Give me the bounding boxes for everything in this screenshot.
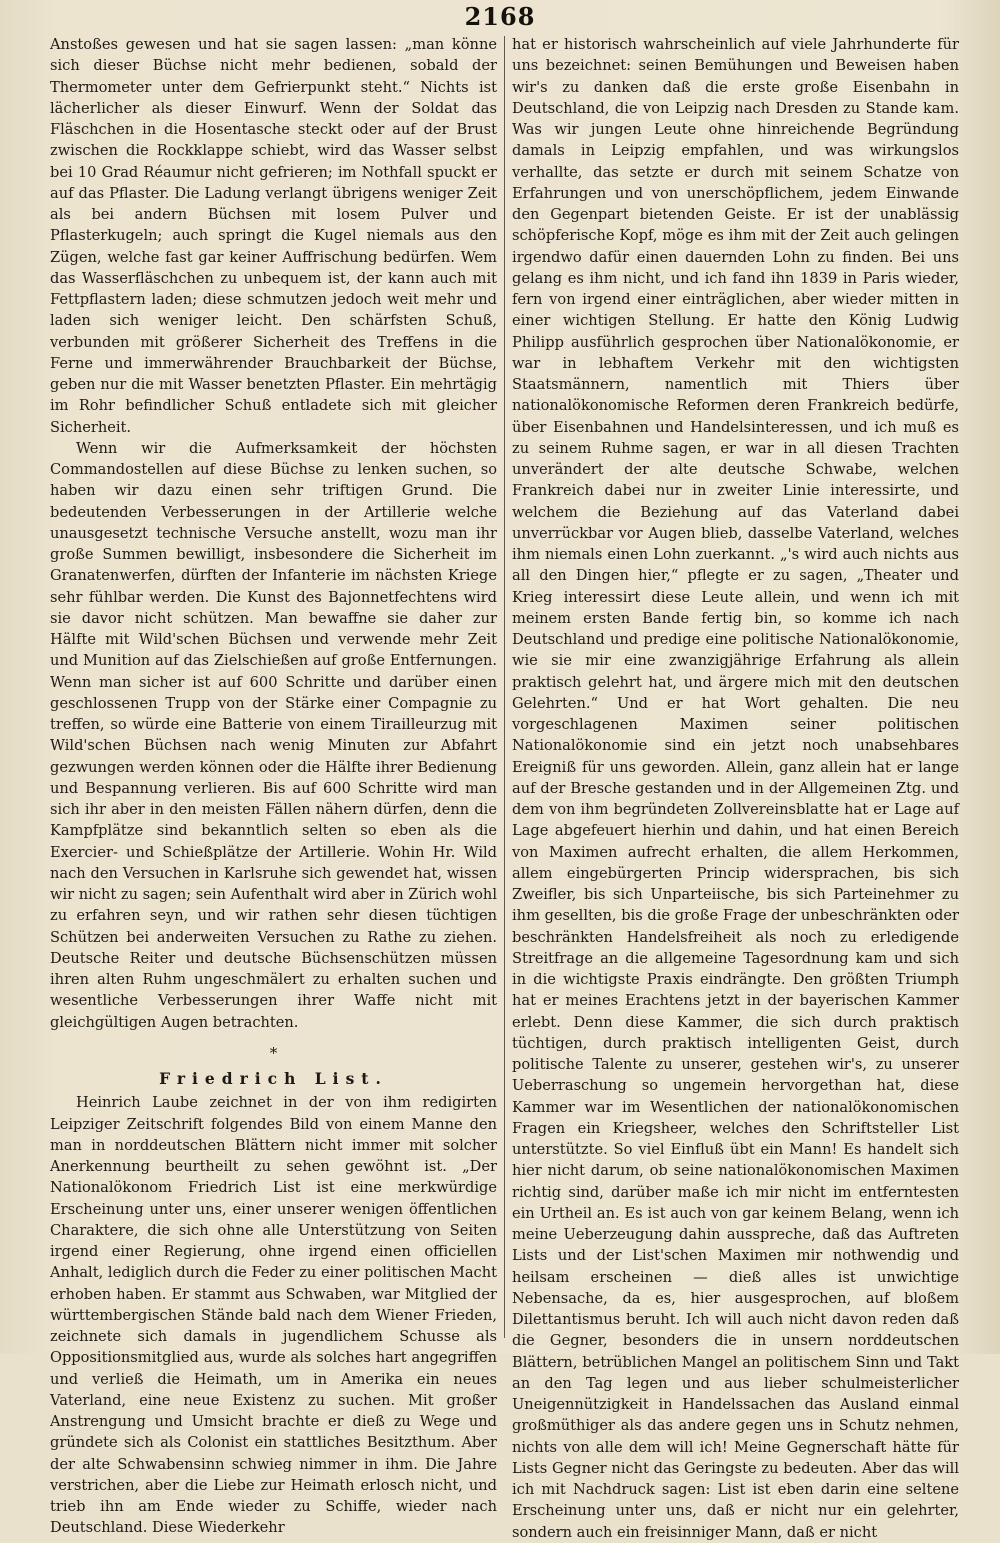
section-separator: *: [269, 1043, 278, 1062]
left-column: [50, 34, 497, 1537]
page-number: 2168: [464, 2, 536, 31]
paragraph: Heinrich Laube zeichnet in der von ihm redigirten Leipziger Zeitschrift folgendes Bild von einem Manne den man in norddeutschen Blättern nicht immer mit solcher Anerkennung beurtheilt zu sehen gewöhnt ist. „Der Nationalökonom Friedrich List ist eine merkwürdige Erscheinung unter uns, einer unserer wenigen öffentlichen Charaktere, die sich ohne alle Unterstützung von Seiten irgend einer Regierung, ohne irgend einen officiellen Anhalt, lediglich durch die Feder zu einer politischen Macht erhoben haben. Er stammt aus Schwaben, war Mitglied der württembergischen Stände bald nach dem Wiener Frieden, zeichnete sich damals in jugendlichem Schusse als Oppositionsmitglied aus, wurde als solches hart angegriffen und verließ die Heimath, um in Amerika ein neues Vaterland, eine neue Existenz zu suchen. Mit großer Anstrengung und Umsicht brachte er dieß zu Wege und gründete sich als Colonist ein stattliches Besitzthum. Aber der alte Schwabensinn schwieg nimmer in ihm. Die Jahre verstrichen, aber die Liebe zur Heimath erlosch nicht, und trieb ihn am Ende wieder zu Schiffe, wieder nach Deutschland. Diese Wiederkehr: [50, 1094, 497, 1537]
right-column: [512, 34, 959, 1541]
paragraph: Wenn wir die Aufmerksamkeit der höchsten Commandostellen auf diese Büchse zu lenken suchen, so haben wir dazu einen sehr triftigen Grund. Die bedeutenden Verbesserungen in der Artillerie welche unausgesetzt technische Versuche anstellt, wozu man ihr große Summen bewilligt, insbesondere die Sicherheit im Granatenwerfen, dürften der Infanterie im nächsten Kriege sehr fühlbar werden. Die Kunst des Bajonnetfechtens wird sie davor nicht schützen. Man bewaffne sie daher zur Hälfte mit Wild'schen Büchsen und verwende mehr Zeit und Munition auf das Zielschießen auf große Entfernungen. Wenn man sicher ist auf 600 Schritte und darüber einen geschlossenen Trupp von der Stärke einer Compagnie zu treffen, so würde eine Batterie von einem Tirailleurzug mit Wild'schen Büchsen nach wenig Minuten zur Abfahrt gezwungen werden können oder die Hälfte ihrer Bedienung und Bespannung verlieren. Bis auf 600 Schritte wird man sich ihr aber in den meisten Fällen nähern dürfen, denn die Kampfplätze sind bekanntlich selten so eben als die Exercier- und Schießplätze der Artillerie. Wohin Hr. Wild nach den Versuchen in Karlsruhe sich gewendet hat, wissen wir nicht zu sagen; sein Aufenthalt wird aber in Zürich wohl zu erfahren seyn, und wir rathen sehr diesen tüchtigen Schützen bei anderweiten Versuchen zu Rathe zu ziehen. Deutsche Reiter und deutsche Büchsenschützen müssen ihren alten Ruhm ungeschmälert zu erhalten suchen und wesentliche Verbesserungen ihrer Waffe nicht mit gleichgültigen Augen betrachten.: [50, 439, 497, 1031]
article-heading: Friedrich List.: [159, 1069, 388, 1088]
paragraph: Anstoßes gewesen und hat sie sagen lassen: „man könne sich dieser Büchse nicht mehr bedienen, sobald der Thermometer unter dem Gefrierpunkt steht.“ Nichts ist lächerlicher als dieser Einwurf. Wenn der Soldat das Fläschchen in die Hosentasche steckt oder auf der Brust zwischen die Rockklappe schiebt, wird das Wasser selbst bei 10 Grad Réaumur nicht gefrieren; im Nothfall spuckt er auf das Pflaster. Die Ladung verlangt übrigens weniger Zeit als bei andern Büchsen mit losem Pulver und Pflasterkugeln; auch springt die Kugel niemals aus den Zügen, welche fast gar keiner Auffrischung bedürfen. Wem das Wasserfläschchen zu unbequem ist, der kann auch mit Fettpflastern laden; diese schmutzen jedoch weit mehr und laden sich weniger leicht. Den schärfsten Schuß, verbunden mit größerer Sicherheit des Treffens in die Ferne und immerwährender Brauchbarkeit der Büchse, geben nur die mit Wasser benetzten Pflaster. Ein mehrtägig im Rohr befindlicher Schuß entladete sich mit gleicher Sicherheit.: [50, 36, 497, 436]
paragraph: hat er historisch wahrscheinlich auf viele Jahrhunderte für uns bezeichnet: seinen Bemühungen und Beweisen haben wir's zu danken daß die erste große Eisenbahn in Deutschland, die von Leipzig nach Dresden zu Stande kam. Was wir jungen Leute ohne hinreichende Begründung damals in Leipzig empfahlen, und was wirkungslos verhallte, das setzte er durch mit seinem Schatze von Erfahrungen und von unerschöpflichem, jedem Einwande den Gegenpart bietenden Geiste. Er ist der unablässig schöpferische Kopf, möge es ihm mit der Zeit auch gelingen irgendwo dafür einen dauernden Lohn zu finden. Bei uns gelang es ihm nicht, und ich fand ihn 1839 in Paris wieder, fern von irgend einer einträglichen, aber wieder mitten in einer wichtigen Stellung. Er hatte den König Ludwig Philipp ausführlich gesprochen über Nationalökonomie, er war in lebhaftem Verkehr mit den wichtigsten Staatsmännern, namentlich mit Thiers über nationalökonomische Reformen deren Frankreich bedürfe, über Eisenbahnen und Handelsinteressen, und ich muß es zu seinem Ruhme sagen, er war in all diesen Trachten unverändert der alte deutsche Schwabe, welchen Frankreich dabei nur in zweiter Linie interessirte, und welchem die Beziehung auf das Vaterland dabei unverrückbar vor Augen blieb, dasselbe Vaterland, welches ihm niemals einen Lohn zuerkannt. „'s wird auch nichts aus all den Dingen hier,“ pflegte er zu sagen, „Theater und Krieg interessirt diese Leute allein, und wenn ich mit meinem ersten Bande fertig bin, so komme ich nach Deutschland und predige eine politische Nationalökonomie, wie sie mir eine zwanzigjährige Erfahrung als allein praktisch gelehrt hat, und ärgere mich mit den deutschen Gelehrten.“ Und er hat Wort gehalten. Die neu vorgeschlagenen Maximen seiner politischen Nationalökonomie sind ein jetzt noch unabsehbares Ereigniß für uns geworden. Allein, ganz allein hat er lange auf der Bresche gestanden und in der Allgemeinen Ztg. und dem von ihm begründeten Zollvereinsblatte hat er Lage auf Lage abgefeuert hierhin und dahin, und hat einen Bereich von Maximen aufrecht erhalten, die allem Herkommen, allem eingebürgerten Princip widersprachen, bis sich Zweifler, bis sich Unparteiische, bis sich Parteinehmer zu ihm gesellten, bis die große Frage der unbeschränkten oder beschränkten Handelsfreiheit als noch zu erledigende Streitfrage an die allgemeine Tagesordnung kam und sich in die wichtigste Praxis eindrängte. Den größten Triumph hat er meines Erachtens jetzt in der bayerischen Kammer erlebt. Denn diese Kammer, die sich durch praktisch tüchtigen, durch praktisch intelligenten Geist, durch politische Talente zu unserer, gestehen wir's, zu unserer Ueberraschung so ungemein hervorgethan hat, diese Kammer war im Wesentlichen der nationalökonomischen Fragen ein Kriegsheer, welches den Schriftsteller List unterstützte. So viel Einfluß übt ein Mann! Es handelt sich hier nicht darum, ob seine nationalökonomischen Maximen richtig sind, darüber maße ich mir nicht im entferntesten ein Urtheil an. Es ist auch von gar keinem Belang, wenn ich meine Ueberzeugung dahin ausspreche, daß das Auftreten Lists und der List'schen Maximen mir nothwendig und heilsam erscheinen — dieß alles ist unwichtige Nebensache, da es, hier ausgesprochen, auf bloßem Dilettantismus beruht. Ich will auch nicht davon reden daß die Gegner, besonders die in unsern norddeutschen Blättern, betrüblichen Mangel an politischem Sinn und Takt an den Tag legen und aus lieber schulmeisterlicher Uneigennützigkeit in Handelssachen das Ausland einmal großmüthiger als das andere gegen uns in Schutz nehmen, nichts von alle dem will ich! Meine Gegnerschaft hätte für Lists Gegner nicht das Geringste zu bedeuten. Aber das will ich mit Nachdruck sagen: List ist eben darin eine seltene Erscheinung unter uns, daß er nicht nur ein gelehrter, sondern auch ein freisinniger Mann, daß er nicht: [512, 36, 959, 1541]
column-rule: [504, 36, 505, 1338]
